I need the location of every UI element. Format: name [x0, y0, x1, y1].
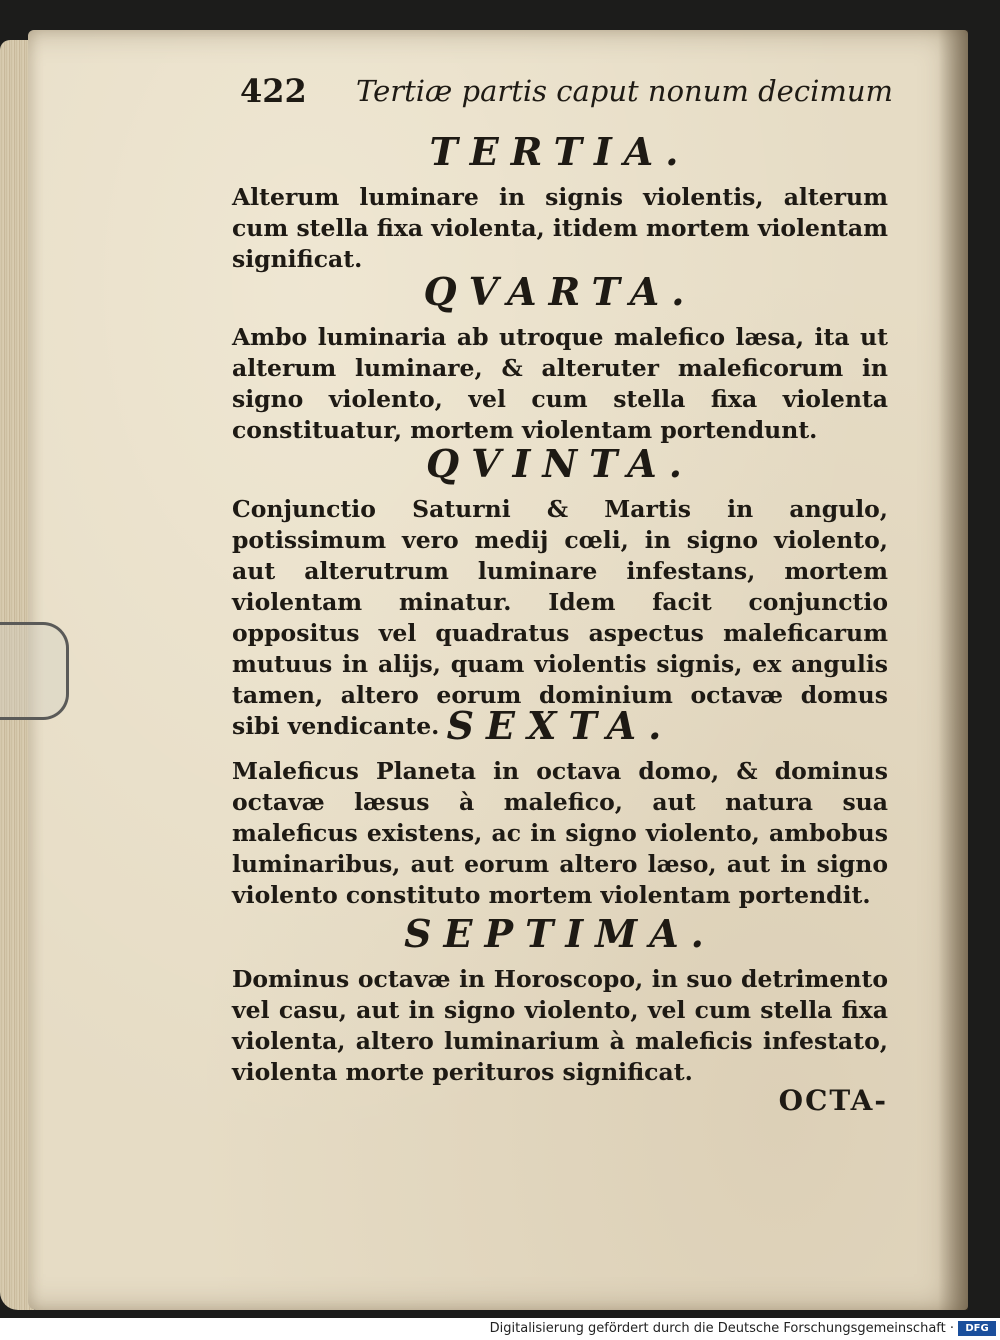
section-heading: QVARTA.	[423, 269, 697, 314]
section-text: Dominus octavæ in Horoscopo, in suo detrimento vel casu, aut in signo violento, vel cum stella fixa violenta, altero luminarium à maleficis infestato, violenta morte perituros significat.	[232, 965, 888, 1086]
catchword: OCTA-	[778, 1084, 888, 1117]
section-heading: TERTIA.	[429, 129, 691, 174]
section-quarta	[232, 268, 888, 446]
section-text: Ambo luminaria ab utroque malefico læsa, ita ut alterum luminare, & alteruter maleficorum in signo violento, vel cum stella fixa violenta constituatur, mortem violentam portendunt.	[232, 323, 888, 444]
book-clasp	[0, 622, 69, 720]
section-tertia	[232, 128, 888, 275]
section-septima	[232, 910, 888, 1088]
section-heading: SEPTIMA.	[404, 911, 716, 956]
section-heading: QVINTA.	[425, 441, 694, 486]
section-text: Conjunctio Saturni & Martis in angulo, potissimum vero medij cœli, in signo violento, aut alterutrum luminare infestans, mortem violentam minatur. Idem facit conjunctio oppositus vel quadratus aspectus maleficarum mutuus in alijs, quam violentis signis, ex angulis tamen, altero eorum dominium octavæ domus sibi vendicante.	[232, 495, 888, 740]
footer-credit: Digitalisierung gefördert durch die Deutsche Forschungsgemeinschaft ·	[489, 1321, 954, 1336]
page-number: 422	[240, 72, 307, 110]
section-text: Maleficus Planeta in octava domo, & dominus octavæ læsus à malefico, aut natura sua maleficus existens, ac in signo violento, ambobus luminaribus, aut eorum altero læso, aut in signo violento constituto mortem violentam portendit.	[232, 757, 888, 909]
section-text: Alterum luminare in signis violentis, alterum cum stella fixa violenta, itidem mortem violentam significat.	[232, 183, 888, 273]
running-head	[240, 72, 894, 116]
running-head-title: Tertiæ partis caput nonum decimum	[356, 74, 894, 108]
section-sexta	[232, 702, 888, 911]
section-quinta	[232, 440, 888, 742]
dfg-logo: DFG	[958, 1321, 996, 1336]
digitization-footer	[0, 1318, 1000, 1340]
page-gutter-shadow	[938, 30, 968, 1310]
section-heading: SEXTA.	[446, 703, 674, 748]
